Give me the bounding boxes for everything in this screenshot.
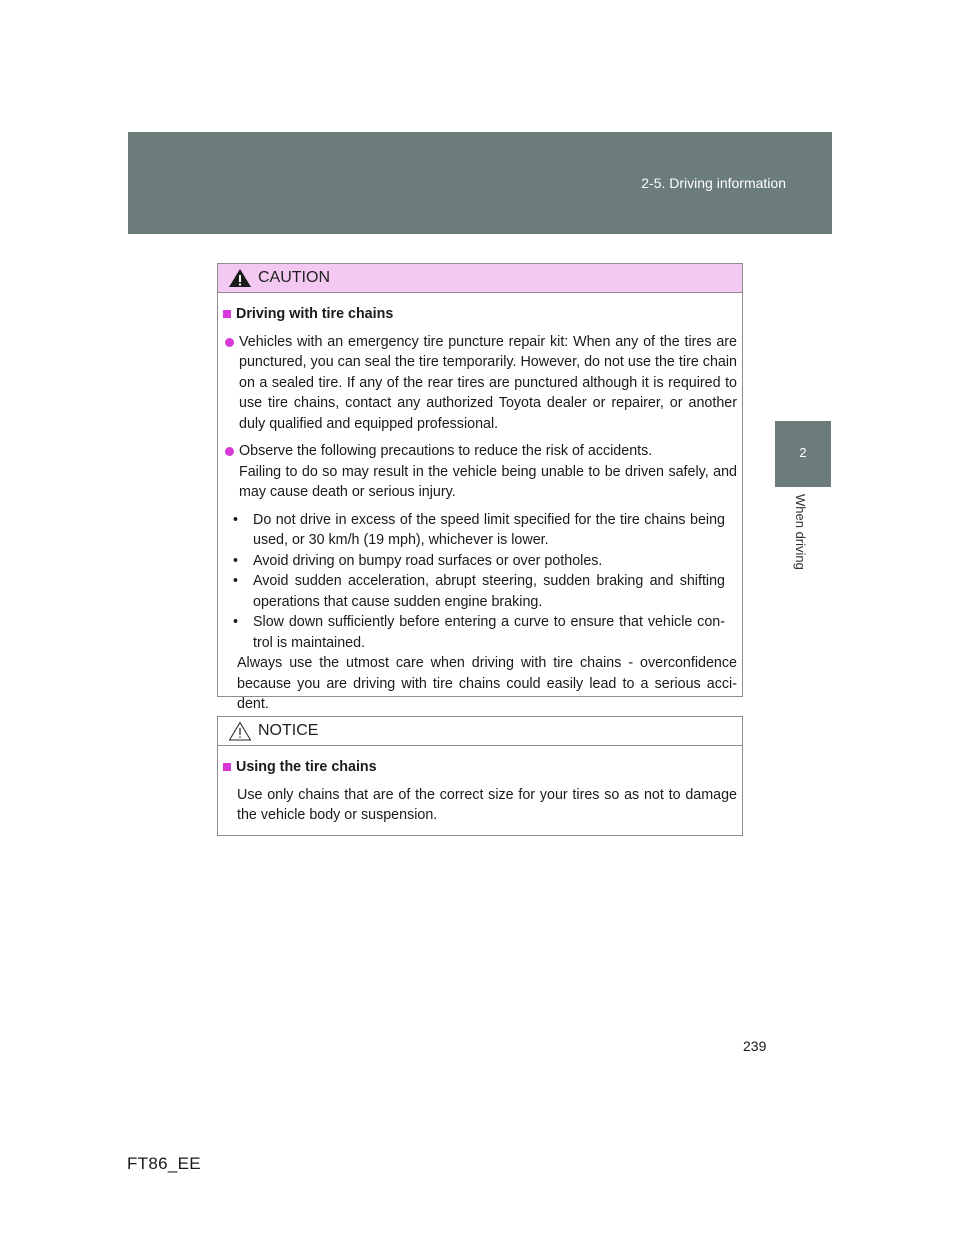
footer-code: FT86_EE (127, 1154, 201, 1173)
dash-bullet-icon: • (233, 573, 239, 589)
list-item-text: Failing to do so may result in the vehicle being unable to be driven safely, and may cause death or serious injury. (239, 463, 737, 500)
dash-item-text: Avoid sudden acceleration, abrupt steering, sudden braking and shifting operations that cause sudden engine braking. (253, 573, 725, 610)
caution-closing: Always use the utmost care when driving with tire chains - overconfidence because you are driving with tire chains could easily lead to a serious acci-dent. (237, 655, 737, 712)
dash-item-text: Slow down sufficiently before entering a curve to ensure that vehicle con-trol is maintained. (253, 614, 725, 651)
list-item-text: Observe the following precautions to reduce the risk of accidents. (239, 443, 653, 459)
notice-box (217, 716, 743, 836)
section-title: 2-5. Driving information (641, 175, 786, 191)
notice-title: NOTICE (258, 722, 319, 739)
caution-body (218, 293, 742, 715)
warning-outline-icon (228, 721, 252, 741)
header-band (128, 132, 832, 234)
notice-text: Use only chains that are of the correct size for your tires so as not to damage the vehicle body or suspension. (237, 786, 737, 823)
dash-item (223, 612, 737, 653)
notice-heading (223, 757, 737, 778)
list-item (223, 441, 737, 503)
caution-header (218, 264, 742, 293)
dash-item (223, 551, 737, 572)
dash-item (223, 571, 737, 612)
notice-header (218, 717, 742, 746)
chapter-label: When driving (793, 494, 808, 570)
notice-body (218, 746, 742, 826)
caution-title: CAUTION (258, 269, 330, 286)
round-bullet-icon (225, 338, 234, 347)
dash-item-text: Avoid driving on bumpy road surfaces or over potholes. (253, 552, 603, 569)
list-item-text: Vehicles with an emergency tire puncture repair kit: When any of the tires are punctured, you can seal the tire temporarily. However, do not use the tire chain on a sealed tire. If any of the rear tires are punctured although it is required to use tire chains, contact any authorized Toyota dealer or repairer, or another duly qualified and equipped professional. (239, 333, 737, 432)
square-bullet-icon (223, 763, 231, 771)
chapter-tab (775, 421, 831, 487)
caution-heading (223, 304, 737, 325)
square-bullet-icon (223, 310, 231, 318)
dash-item-text: Do not drive in excess of the speed limit specified for the tire chains being used, or 30 km/h (19 mph), whichever is lower. (253, 511, 725, 548)
dash-bullet-icon: • (233, 511, 239, 528)
notice-heading-text: Using the tire chains (236, 759, 377, 775)
list-item (223, 332, 737, 435)
round-bullet-icon (225, 447, 234, 456)
page-number: 239 (743, 1038, 767, 1054)
dash-bullet-icon: • (233, 552, 239, 569)
caution-heading-text: Driving with tire chains (236, 306, 394, 322)
dash-bullet-icon: • (233, 614, 239, 630)
dash-item (223, 510, 737, 551)
caution-box (217, 263, 743, 712)
chapter-number: 2 (799, 445, 807, 460)
warning-icon (228, 268, 252, 288)
